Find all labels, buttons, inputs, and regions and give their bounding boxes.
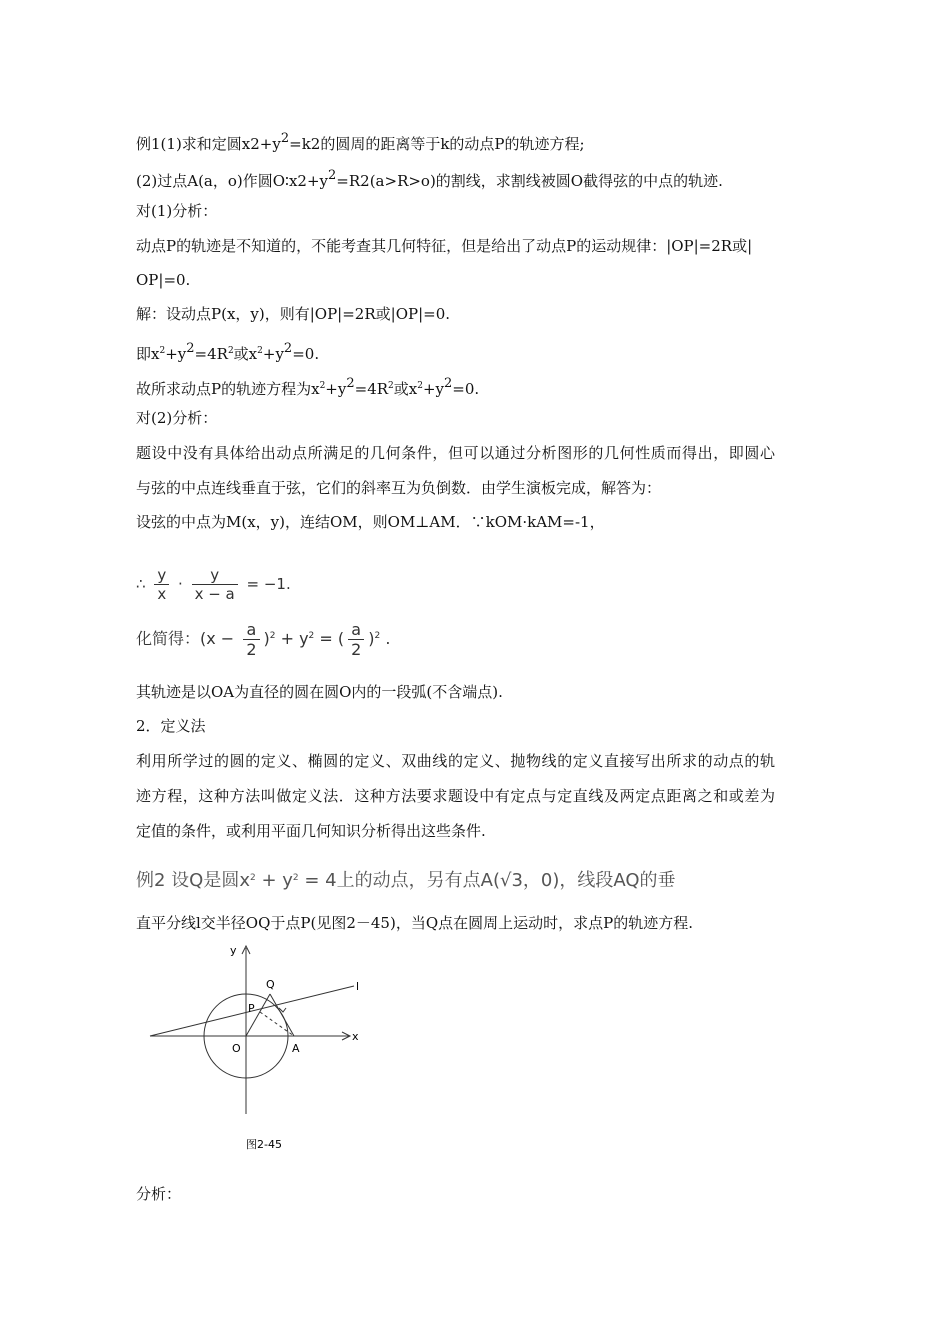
analysis1-line2: OP|=0.	[136, 271, 191, 289]
section2-para-line2: 迹方程，这种方法叫做定义法．这种方法要求题设中有定点与定直线及两定点距离之和或差为	[136, 787, 776, 805]
label-l: l	[356, 980, 360, 993]
label-x: x	[352, 1030, 359, 1043]
equation-simplified: 化简得：(x − $\frac{a}{2}$ )$^2 + y^2$ = ( $\frac{a}{2}$ )$^2$ .	[136, 620, 391, 659]
example2-line2: 直平分线l交半径OQ于点P(见图2－45)，当Q点在圆周上运动时，求点P的轨迹方程.	[136, 914, 693, 932]
label-a: A	[292, 1042, 300, 1055]
result-line: 故所求动点P的轨迹方程为$x^2+y^2=4R^2$或$x^2+y^2=0$.	[136, 376, 480, 398]
setup-line: 设弦的中点为M(x，y)，连结OM，则OM⊥AM．∵kOM·kAM=-1，	[136, 513, 605, 531]
segment-oq	[246, 994, 270, 1036]
conclusion-line: 其轨迹是以OA为直径的圆在圆O内的一段弧(不含端点).	[136, 683, 503, 701]
section2-para-line1: 利用所学过的圆的定义、椭圆的定义、双曲线的定义、抛物线的定义直接写出所求的动点的轨	[136, 752, 776, 770]
label-q: Q	[266, 978, 275, 991]
label-y: y	[230, 944, 237, 957]
analysis2-line1: 题设中没有具体给出动点所满足的几何条件，但可以通过分析图形的几何性质而得出，即圆心	[136, 444, 776, 462]
equiv-line: 即$x^2+y^2=4R^2$或$x^2+y^2=0$.	[136, 341, 320, 363]
analysis2-line2: 与弦的中点连线垂直于弦，它们的斜率互为负倒数．由学生演板完成，解答为：	[136, 479, 662, 497]
label-o: O	[232, 1042, 241, 1055]
section2-para-line3: 定值的条件，或利用平面几何知识分析得出这些条件.	[136, 822, 486, 840]
analysis1-line1: 动点P的轨迹是不知道的，不能考查其几何特征，但是给出了动点P的运动规律：|OP|=2R或|	[136, 237, 753, 255]
example1-q2: (2)过点A(a，o)作圆$O∶x2+y^2=R2(a>R>o)$的割线，求割线被圆O截得弦的中点的轨迹.	[136, 168, 723, 190]
equation-slope-product: ∴ $\frac{y}{x}$ · $\frac{y}{x - a}$ = −1.	[136, 566, 291, 603]
example2-line1: 例2 设Q是圆$x^2 + y^2 = 4$上的动点，另有点A(√3，0)，线段AQ的垂	[136, 870, 676, 891]
label-p: P	[248, 1002, 255, 1015]
analysis-footer: 分析：	[136, 1185, 182, 1203]
analysis1-label: 对(1)分析：	[136, 202, 218, 220]
segment-qa	[270, 994, 294, 1036]
solution-line: 解：设动点P(x，y)，则有|OP|=2R或|OP|=0.	[136, 305, 451, 323]
segment-pa	[260, 1012, 294, 1036]
figure-2-45	[140, 938, 380, 1168]
example1-q1: 例1(1)求和定圆$x2+y^2=k2$的圆周的距离等于k的动点P的轨迹方程;	[136, 131, 585, 153]
analysis2-label: 对(2)分析：	[136, 409, 218, 427]
section2-heading: 2．定义法	[136, 717, 206, 735]
figure-caption: 图2-45	[246, 1138, 282, 1151]
